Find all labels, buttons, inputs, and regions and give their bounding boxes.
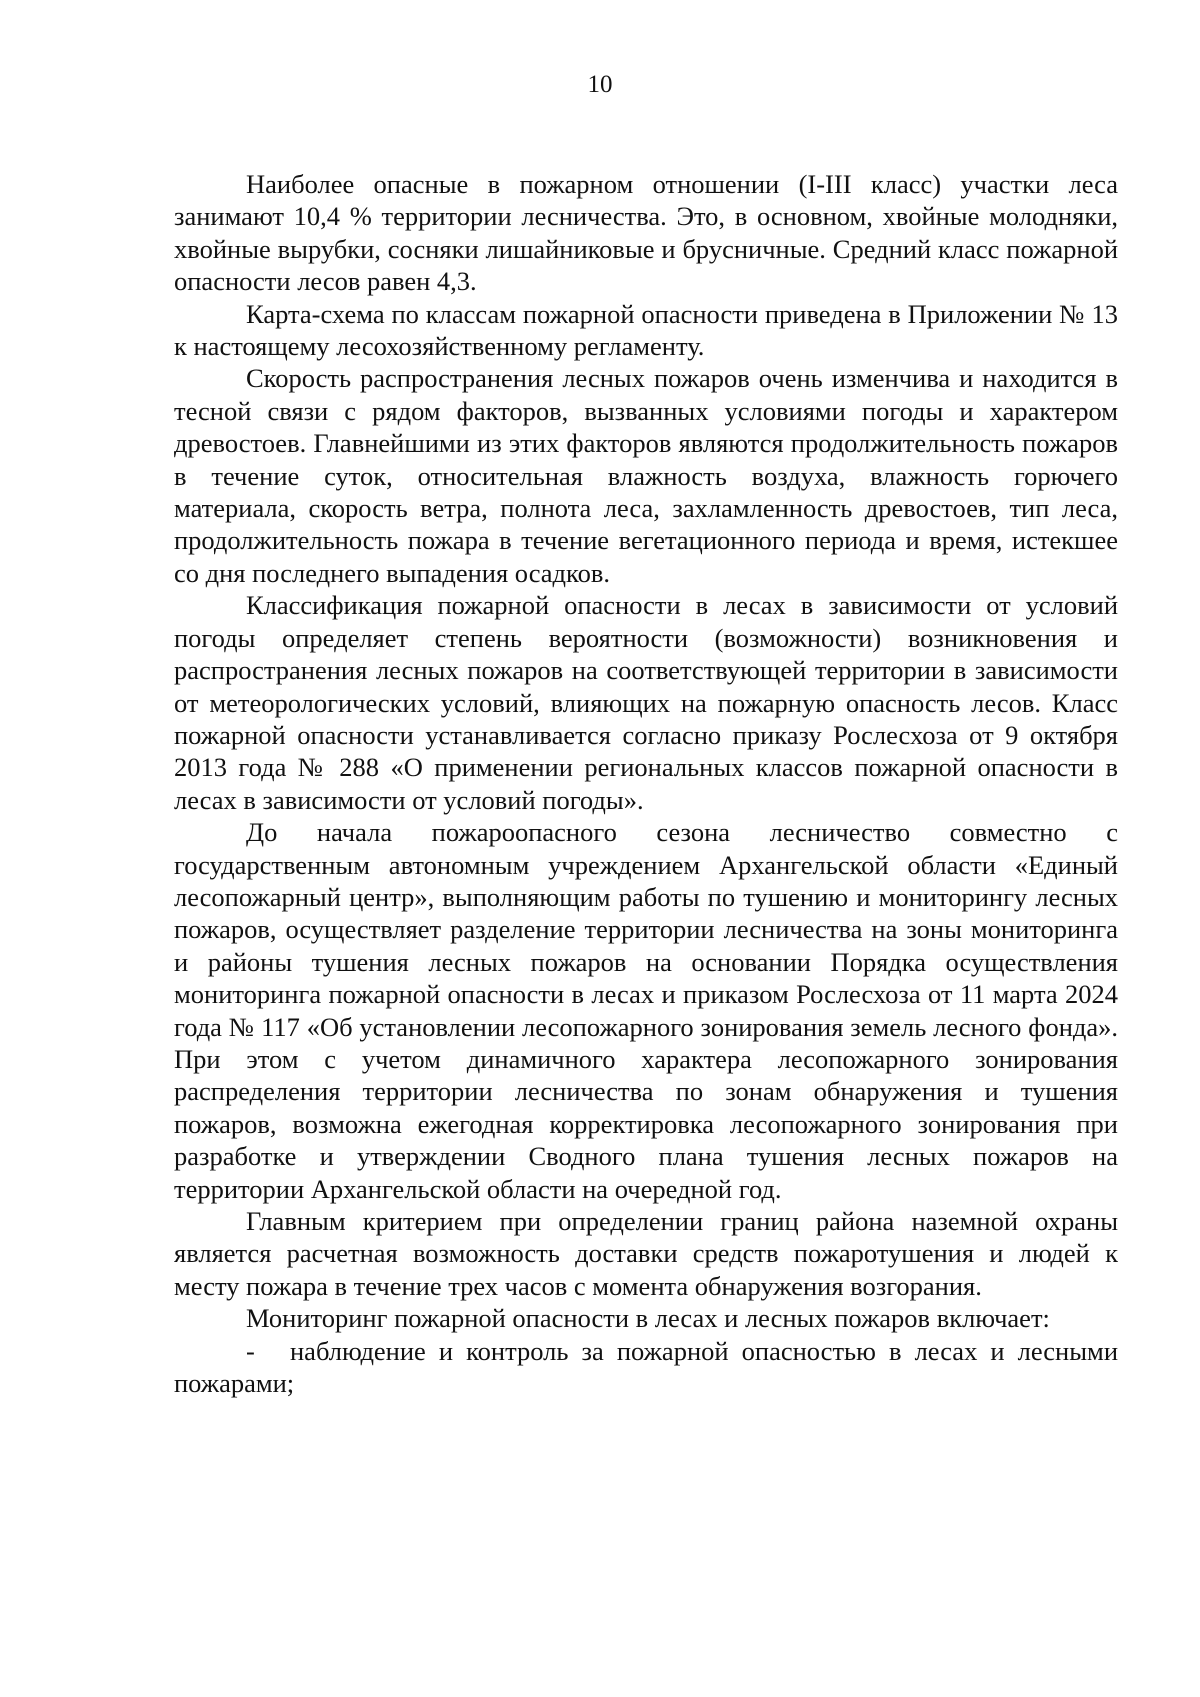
paragraph-fire-danger-classes: Наиболее опасные в пожарном отношении (I-III класс) участки леса занимают 10,4 % территории лесничества. Это, в основном, хвойные молодняки, хвойные вырубки, сосняки лишайниковые и брусничные. Средний класс пожарной опасности лесов равен 4,3. [174, 169, 1118, 297]
paragraph-fire-spread-speed: Скорость распространения лесных пожаров очень изменчива и находится в тесной связи с рядом факторов, вызванных условиями погоды и характером древостоев. Главнейшими из этих факторов являются продолжительность пожаров в течение суток, относительная влажность воздуха, влажность горючего материала, скорость ветра, полнота леса, захламленность древостоев, тип леса, продолжительность пожара в течение вегетационного периода и время, истекшее со дня последнего выпадения осадков. [174, 363, 1118, 588]
paragraph-fire-season-zoning: До начала пожароопасного сезона лесничество совместно с государственным автономным учреждением Архангельской области «Единый лесопожарный центр», выполняющим работы по тушению и мониторингу лесных пожаров, осуществляет разделение территории лесничества на зоны мониторинга и районы тушения лесных пожаров на основании Порядка осуществления мониторинга пожарной опасности в лесах и приказом Рослесхоза от 11 марта 2024 года № 117 «Об установлении лесопожарного зонирования земель лесного фонда». При этом с учетом динамичного характера лесопожарного зонирования распределения территории лесничества по зонам обнаружения и тушения пожаров, возможна ежегодная корректировка лесопожарного зонирования при разработке и утверждении Сводного плана тушения лесных пожаров на территории Архангельской области на очередной год. [174, 817, 1118, 1204]
document-body [174, 168, 1118, 1399]
paragraph-fire-classification: Классификация пожарной опасности в лесах в зависимости от условий погоды определяет степень вероятности (возможности) возникновения и распространения лесных пожаров на соответствующей территории в зависимости от метеорологических условий, влияющих на пожарную опасность лесов. Класс пожарной опасности устанавливается согласно приказу Рослесхоза от 9 октября 2013 года № 288 «О применении региональных классов пожарной опасности в лесах в зависимости от условий погоды». [174, 590, 1118, 815]
paragraph-ground-protection-criterion: Главным критерием при определении границ района наземной охраны является расчетная возможность доставки средств пожаротушения и людей к месту пожара в течение трех часов с момента обнаружения возгорания. [174, 1206, 1118, 1301]
list-item-observation-control [174, 1335, 1118, 1400]
list-item-text: наблюдение и контроль за пожарной опасностью в лесах и лесными пожарами; [174, 1335, 1118, 1399]
list-marker: - [246, 1335, 255, 1366]
paragraph-map-scheme: Карта-схема по классам пожарной опасности приведена в Приложении № 13 к настоящему лесохозяйственному регламенту. [174, 298, 1118, 362]
page-number: 10 [587, 71, 613, 98]
paragraph-monitoring-intro: Мониторинг пожарной опасности в лесах и лесных пожаров включает: [246, 1303, 1050, 1334]
